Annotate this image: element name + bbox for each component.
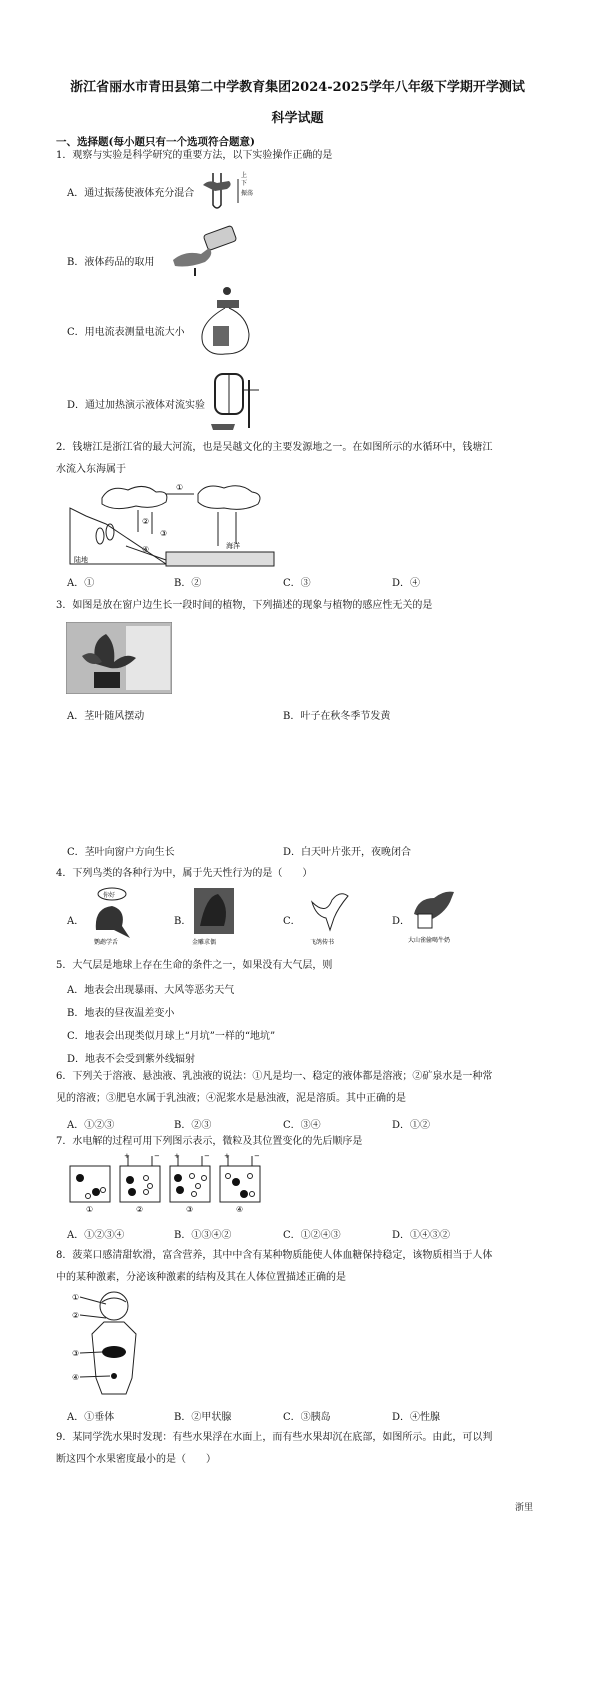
q7-minus-2: − <box>154 1152 160 1160</box>
q7-option-d: D．①④③② <box>392 1230 451 1241</box>
q7-option-a: A．①②③④ <box>67 1230 125 1241</box>
q1-convection-figure <box>205 368 265 434</box>
q3-stem: 3．如图是放在窗户边生长一段时间的植物，下列描述的现象与植物的感应性无关的是 <box>56 600 433 611</box>
q5-option-a: A．地表会出现暴雨、大风等恶劣天气 <box>67 985 235 996</box>
doc-subtitle: 科学试题 <box>271 111 324 126</box>
q5-stem: 5．大气层是地球上存在生命的条件之一，如果没有大气层，则 <box>56 960 333 971</box>
q2-fig-ocean: 海洋 <box>226 542 240 550</box>
q4-tit-figure <box>404 884 468 946</box>
page-footer: 浙里 <box>515 1503 534 1513</box>
q7-fig-num-4: ④ <box>236 1205 244 1214</box>
q6-stem-line1: 6．下列关于溶液、悬浊液、乳浊液的说法：①凡是均一、稳定的液体都是溶液；②矿泉水是一种常 <box>56 1071 493 1082</box>
q7-plus-3: + <box>174 1152 180 1160</box>
q6-option-a: A．①②③ <box>67 1120 115 1131</box>
q4-option-b: B． <box>174 916 192 927</box>
section-heading: 一、选择题(每小题只有一个选项符合题意) <box>56 136 255 148</box>
q2-fig-num-4: ④ <box>142 545 150 554</box>
q4-caption-c: 飞鸽传书 <box>310 939 335 946</box>
q8-option-b: B．②甲状腺 <box>174 1412 232 1423</box>
q7-fig-num-1: ① <box>86 1205 94 1214</box>
q2-option-c: C．③ <box>283 578 311 589</box>
q6-option-d: D．①② <box>392 1120 431 1131</box>
q4-parrot-figure <box>86 886 144 946</box>
q1-fig-label-up: 上 <box>241 172 248 179</box>
q1-ammeter-figure <box>195 282 255 362</box>
q4-eagle-figure <box>190 886 238 946</box>
doc-title: 浙江省丽水市青田县第二中学教育集团2024-2025学年八年级下学期开学测试 <box>70 80 525 95</box>
q4-option-d: D． <box>392 916 411 927</box>
q6-stem-line2: 见的溶液；③肥皂水属于乳浊液；④泥浆水是悬浊液，泥是溶质。其中正确的是 <box>56 1093 406 1104</box>
q4-pigeon-figure <box>306 886 354 946</box>
q1-shake-figure <box>195 165 265 215</box>
q3-option-d: D．白天叶片张开，夜晚闭合 <box>283 847 412 858</box>
q7-option-c: C．①②④③ <box>283 1230 341 1241</box>
q2-fig-num-2: ② <box>142 517 150 526</box>
q1-option-c: C．用电流表测量电流大小 <box>67 327 185 338</box>
q1-fig-label-down: 下 <box>241 180 248 187</box>
q7-minus-3: − <box>204 1152 210 1160</box>
q2-stem-line1: 2．钱塘江是浙江省的最大河流，也是吴越文化的主要发源地之一。在如图所示的水循环中，钱塘江 <box>56 442 493 453</box>
q1-option-a: A．通过振荡使液体充分混合 <box>67 188 195 199</box>
q7-fig-num-2: ② <box>136 1205 144 1214</box>
q4-fig-bubble: 你好 <box>103 892 116 899</box>
q4-caption-a: 鹦鹉学舌 <box>94 939 119 946</box>
q2-fig-num-1: ① <box>176 483 184 492</box>
q4-caption-b: 金雕求偶 <box>192 939 217 946</box>
q7-plus-2: + <box>124 1152 130 1160</box>
q6-option-c: C．③④ <box>283 1120 321 1131</box>
q1-fig-label-shake: 振荡 <box>241 190 254 197</box>
q7-electrolysis-figure <box>66 1152 266 1216</box>
q4-caption-d: 大山雀偷喝牛奶 <box>408 937 451 944</box>
q7-option-b: B．①③④② <box>174 1230 232 1241</box>
q3-option-c: C．茎叶向窗户方向生长 <box>67 847 175 858</box>
q5-option-c: C．地表会出现类似月球上“月坑”一样的“地坑” <box>67 1031 276 1042</box>
q8-fig-num-2: ② <box>72 1311 80 1320</box>
q8-stem-line1: 8．菠菜口感清甜软滑，富含营养，其中中含有某种物质能使人体血糖保持稳定，该物质相当于人体 <box>56 1250 493 1261</box>
q8-fig-num-3: ③ <box>72 1349 80 1358</box>
q2-fig-land: 陆地 <box>74 556 88 564</box>
q7-fig-num-3: ③ <box>186 1205 194 1214</box>
q2-water-cycle-figure <box>66 480 276 568</box>
q8-stem-line2: 中的某种激素，分泌该种激素的结构及其在人体位置描述正确的是 <box>56 1272 346 1283</box>
q9-stem-line2: 断这四个水果密度最小的是（ ） <box>56 1454 216 1465</box>
q3-option-a: A．茎叶随风摆动 <box>67 711 145 722</box>
q8-option-d: D．④性腺 <box>392 1412 441 1423</box>
q7-plus-4: + <box>224 1152 230 1160</box>
q4-option-c: C． <box>283 916 301 927</box>
q7-stem: 7．水电解的过程可用下列图示表示，微粒及其位置变化的先后顺序是 <box>56 1136 363 1147</box>
q3-option-b: B．叶子在秋冬季节发黄 <box>283 711 391 722</box>
q4-stem: 4．下列鸟类的各种行为中，属于先天性行为的是（ ） <box>56 868 313 879</box>
q9-stem-line1: 9．某同学洗水果时发现：有些水果浮在水面上，而有些水果却沉在底部，如图所示。由此，可以判 <box>56 1432 493 1443</box>
q1-option-b: B．液体药品的取用 <box>67 257 155 268</box>
q8-option-a: A．①垂体 <box>67 1412 115 1423</box>
q1-pour-figure <box>165 222 245 278</box>
q2-option-b: B．② <box>174 578 202 589</box>
q6-option-b: B．②③ <box>174 1120 212 1131</box>
q1-option-d: D．通过加热演示液体对流实验 <box>67 400 206 411</box>
q8-option-c: C．③胰岛 <box>283 1412 331 1423</box>
q8-body-figure <box>66 1288 146 1398</box>
q8-fig-num-4: ④ <box>72 1373 80 1382</box>
q5-option-b: B．地表的昼夜温差变小 <box>67 1008 175 1019</box>
q3-plant-photo <box>66 622 172 694</box>
q5-option-d: D．地表不会受到紫外线辐射 <box>67 1054 196 1065</box>
q8-fig-num-1: ① <box>72 1293 80 1302</box>
q4-option-a: A． <box>67 916 85 927</box>
q2-option-a: A．① <box>67 578 95 589</box>
q2-option-d: D．④ <box>392 578 421 589</box>
q2-stem-line2: 水流入东海属于 <box>56 464 126 475</box>
q7-minus-4: − <box>254 1152 260 1160</box>
q1-stem: 1．观察与实验是科学研究的重要方法，以下实验操作正确的是 <box>56 150 333 161</box>
q2-fig-num-3: ③ <box>160 529 168 538</box>
